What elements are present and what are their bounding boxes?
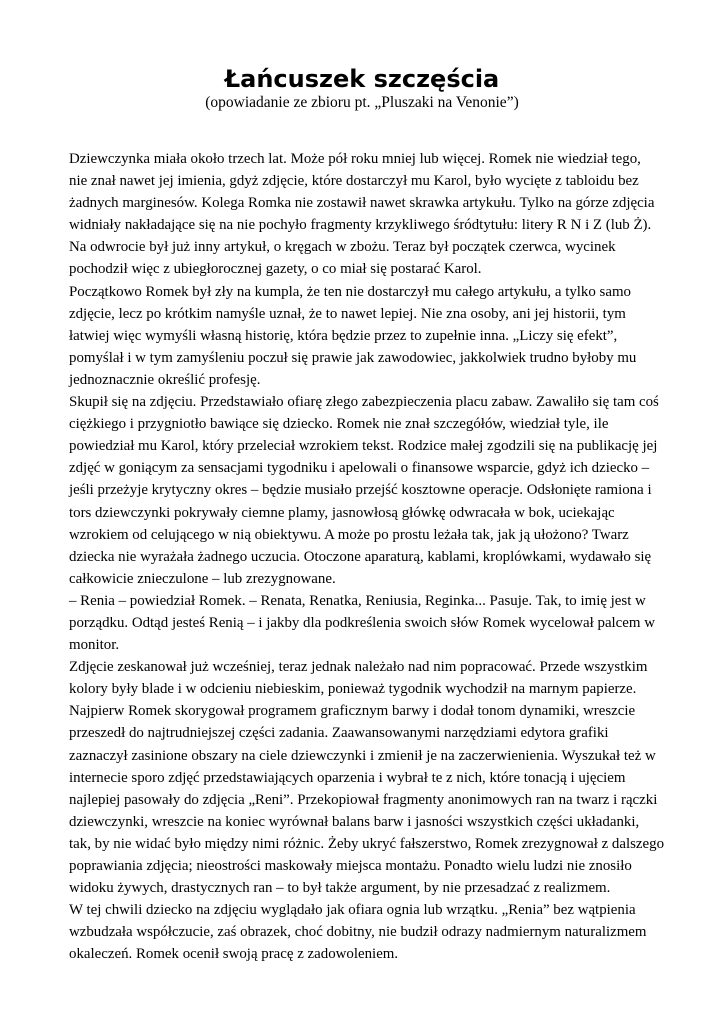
text-line: kolory były blade i w odcieniu niebieskim, ponieważ tygodnik wychodził na marnym papierze. xyxy=(69,681,637,698)
text-line: tors dziewczynki pokrywały ciemne plamy, jasnowłosą główkę odwracała w bok, uciekając xyxy=(69,504,615,521)
text-line: Skupił się na zdjęciu. Przedstawiało ofiarę złego zabezpieczenia placu zabaw. Zawaliło się tam coś xyxy=(69,394,659,411)
text-line: okaleczeń. Romek ocenił swoją pracę z zadowoleniem. xyxy=(69,946,399,963)
text-line: najlepiej pasowały do zdjęcia „Reni”. Przekopiował fragmenty anonimowych ran na twarz i rączki xyxy=(69,791,658,808)
story-title: Łańcuszek szczęścia xyxy=(224,65,500,93)
text-line: łatwiej więc wymyśli własną historię, która będzie przez to zupełnie inna. „Liczy się efekt”, xyxy=(69,327,618,344)
text-line: internecie sporo zdjęć przedstawiających oparzenia i wybrał te z nich, które tonacją i ujęciem xyxy=(69,769,626,786)
text-line: dziecka nie wyrażała żadnego uczucia. Otoczone aparaturą, kablami, kroplówkami, wydawało się xyxy=(69,548,652,565)
text-line: Najpierw Romek skorygował programem graficznym barwy i dodał tonom dynamiki, wreszcie xyxy=(69,703,636,720)
text-line: Na odwrocie był już inny artykuł, o kręgach w zbożu. Teraz był początek czerwca, wycinek xyxy=(69,239,616,256)
story-subtitle: (opowiadanie ze zbioru pt. „Pluszaki na Venonie”) xyxy=(205,94,519,111)
text-line: Początkowo Romek był zły na kumpla, że ten nie dostarczył mu całego artykułu, a tylko samo xyxy=(69,283,631,300)
text-line: W tej chwili dziecko na zdjęciu wyglądało jak ofiara ognia lub wrzątku. „Renia” bez wątpienia xyxy=(69,902,636,919)
text-line: dziewczynki, wreszcie na koniec wyrównał balans barw i jasności wszystkich części układanki, xyxy=(69,813,640,830)
text-line: pomyślał i w tym zamyśleniu poczuł się prawie jak zawodowiec, jakkolwiek trudno byłoby mu xyxy=(69,349,637,366)
text-line: zaznaczył zasinione obszary na ciele dziewczynki i zmienił je na zaczerwienienia. Wyszukał też w xyxy=(69,747,656,764)
text-line: – Renia – powiedział Romek. – Renata, Renatka, Reniusia, Reginka... Pasuje. Tak, to imię jest w xyxy=(69,592,646,609)
text-line: powiedział mu Karol, który przeleciał wzrokiem tekst. Rodzice małej zgodzili się na publikację jej xyxy=(69,438,658,455)
text-line: zdjęć w goniącym za sensacjami tygodniku i apelowali o finansowe wsparcie, gdyż ich dziecko – xyxy=(69,460,650,477)
text-line: wzbudzała współczucie, zaś obrazek, choć dobitny, nie budził odrazy nadmiernym naturalizmem xyxy=(69,924,647,941)
text-line: całkowicie znieczulone – lub zrezygnowane. xyxy=(69,570,336,587)
text-line: zdjęcie, lecz po krótkim namyśle uznał, że to nawet lepiej. Nie zna osoby, ani jej historii, tym xyxy=(69,305,626,322)
text-line: przeszedł do najtrudniejszej części zadania. Zaawansowanymi narzędziami edytora grafiki xyxy=(69,725,609,742)
text-line: poprawiania zdjęcia; nieostrości maskowały miejsca montażu. Ponadto wielu ludzi nie znosiło xyxy=(69,858,632,874)
text-line: Zdjęcie zeskanował już wcześniej, teraz jednak należało nad nim popracować. Przede wszystkim xyxy=(69,659,648,676)
text-line: ciężkiego i przygniotło bawiące się dziecko. Romek nie znał szczegółów, wiedział tyle, ile xyxy=(69,416,609,433)
text-line: jednoznacznie określić profesję. xyxy=(69,371,261,388)
text-line: pochodził więc z ubiegłorocznej gazety, o co miał się postarać Karol. xyxy=(69,261,482,278)
text-line: porządku. Odtąd jesteś Renią – i jakby dla podkreślenia swoich słów Romek wycelował palcem w xyxy=(69,614,655,631)
text-line: jeśli przeżyje krytyczny okres – będzie musiało przejść kosztowne operacje. Odsłonięte ramiona i xyxy=(69,482,652,499)
text-line: wzrokiem od celującego w nią obiektywu. A może po prostu leżała tak, jak ją ułożono? Twarz xyxy=(69,526,629,543)
text-line: żadnych marginesów. Kolega Romka nie zostawił nawet skrawka artykułu. Tylko na górze zdjęcia xyxy=(69,195,655,212)
story-body xyxy=(69,148,669,965)
text-line: monitor. xyxy=(69,637,120,654)
text-line: widniały nakładające się na nie pochyło fragmenty krzykliwego śródtytułu: litery R N i Z (lub Ż). xyxy=(69,217,652,234)
text-line: nie znał nawet jej imienia, gdyż zdjęcie, które dostarczył mu Karol, było wycięte z tabloidu bez xyxy=(69,173,639,190)
text-line: Dziewczynka miała około trzech lat. Może pół roku mniej lub więcej. Romek nie wiedział tego, xyxy=(69,151,641,167)
text-line: tak, by nie widać było między nimi różnic. Żeby ukryć fałszerstwo, Romek zrezygnował z dalszego xyxy=(69,835,665,852)
text-line: widoku żywych, drastycznych ran – to był także argument, by nie przesadzać z realizmem. xyxy=(69,880,611,897)
